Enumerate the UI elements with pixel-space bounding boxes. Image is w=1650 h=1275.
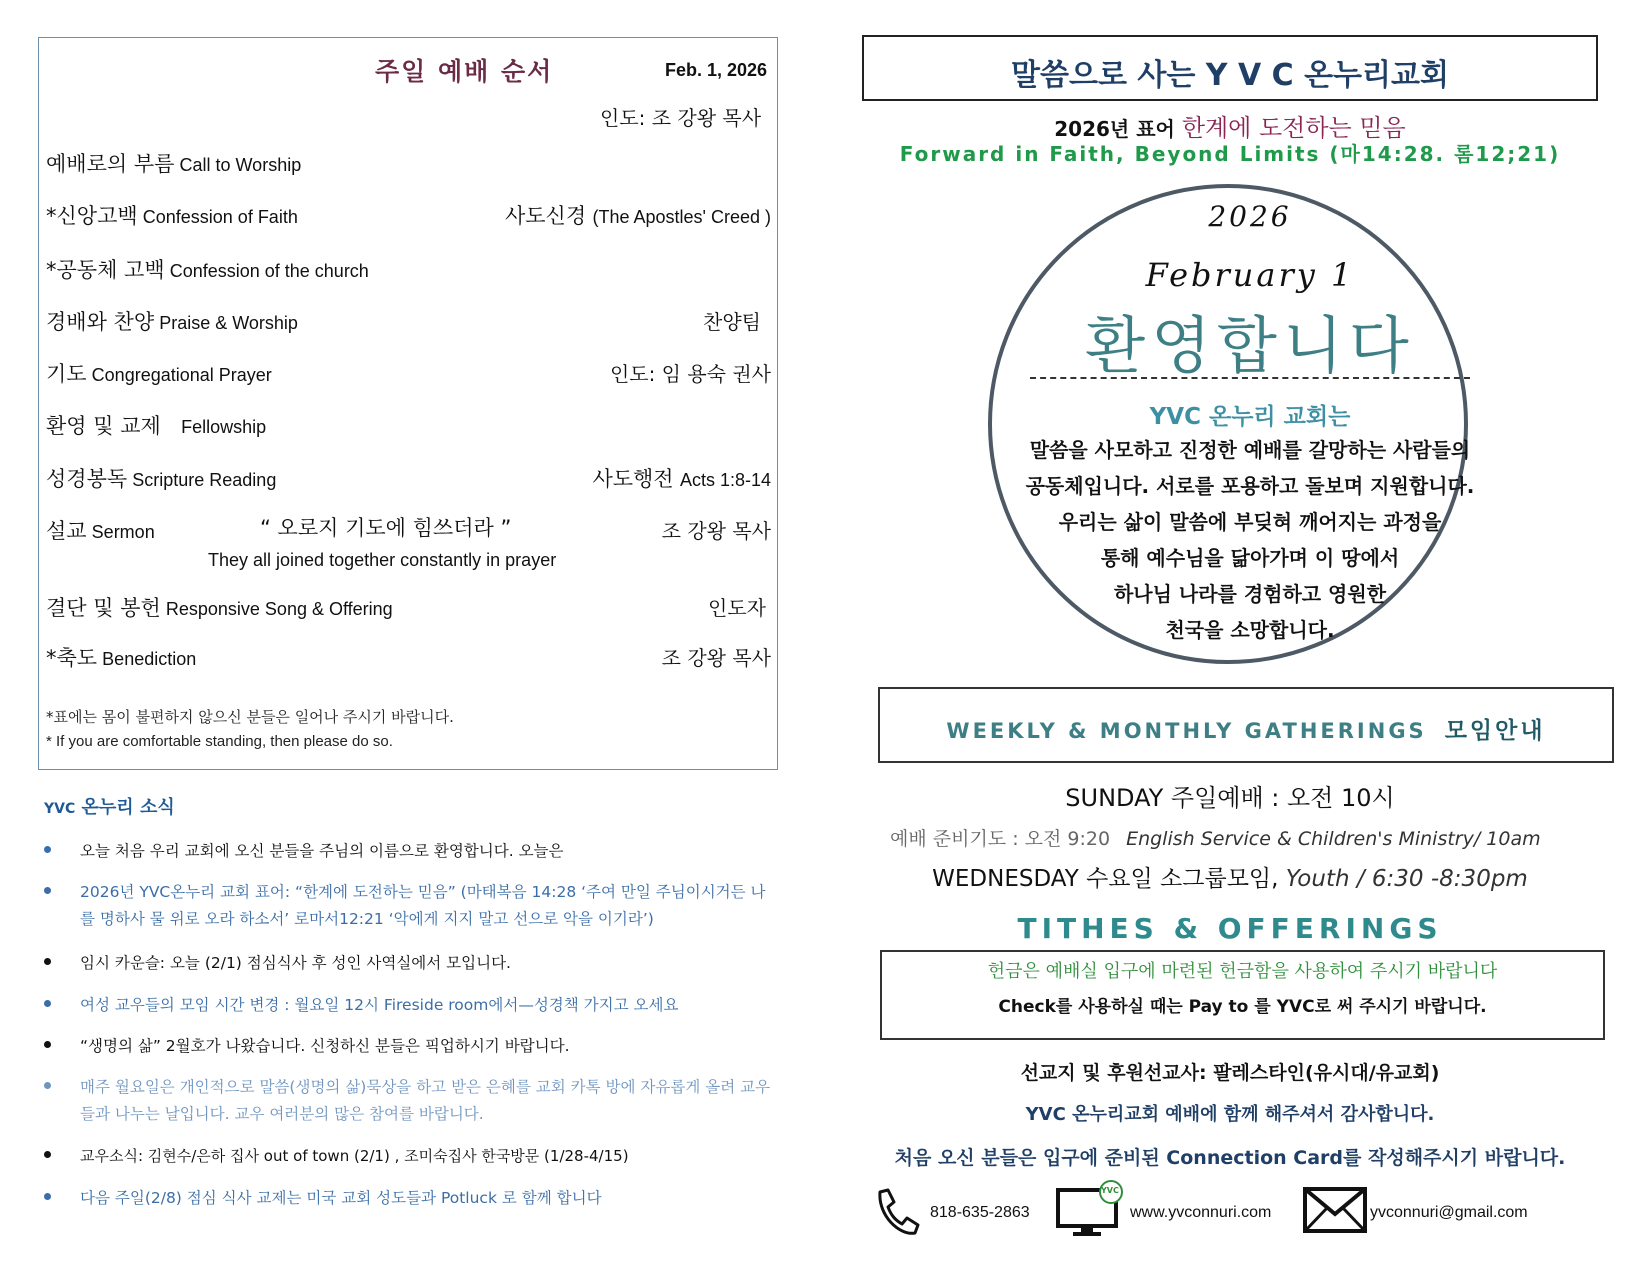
order-date: Feb. 1, 2026	[665, 60, 768, 80]
news-item: “생명의 삶” 2월호가 나왔습니다. 신청하신 분들은 픽업하시기 바랍니다.	[80, 1033, 780, 1060]
order-row-sermon: 설교 Sermon 조 강왕 목사	[46, 519, 771, 543]
sunday-service: SUNDAY 주일예배 : 오전 10시	[1065, 784, 1395, 812]
envelope-icon	[1302, 1186, 1368, 1234]
church-title: 말씀으로 사는 Y V C 온누리교회	[1011, 58, 1449, 93]
thanks-message: YVC 온누리교회 예배에 함께 해주셔서 감사합니다.	[1025, 1104, 1435, 1125]
order-row-scripture: 성경봉독 Scripture Reading 사도행전 Acts 1:8-14	[46, 467, 771, 491]
order-row-fellowship: 환영 및 교제 Fellowship	[46, 414, 267, 438]
dashed-divider	[1030, 377, 1470, 379]
email-link[interactable]: yvconnuri@gmail.com	[1370, 1204, 1528, 1221]
news-item: 다음 주일(2/8) 점심 식사 교제는 미국 교회 성도들과 Potluck 로 함께 합니다	[80, 1185, 780, 1212]
standing-note-ko: *표에는 몸이 불편하지 않으신 분들은 일어나 주시기 바랍니다.	[46, 708, 454, 726]
mission-partners: 선교지 및 후원선교사: 팔레스타인(유시대/유교회)	[1020, 1062, 1440, 1084]
order-row-offering: 결단 및 봉헌 Responsive Song & Offering 인도자	[46, 596, 766, 620]
news-item: 여성 교우들의 모임 시간 변경 : 월요일 12시 Fireside room에서—성경책 가지고 오세요	[80, 992, 780, 1019]
news-item: 임시 카운슬: 오늘 (2/1) 점심식사 후 성인 사역실에서 모입니다.	[80, 950, 780, 977]
sermon-title: “ 오로지 기도에 힘쓰더라 ”	[260, 516, 512, 540]
order-row-prayer: 기도 Congregational Prayer 인도: 임 용숙 권사	[46, 362, 771, 386]
church-intro: YVC 온누리 교회는	[1149, 404, 1351, 430]
order-row-confession-faith: *신앙고백 Confession of Faith 사도신경 (The Apostles' Creed )	[46, 204, 771, 228]
phone-icon	[870, 1186, 922, 1238]
tithes-title: TITHES & OFFERINGS	[1017, 912, 1443, 945]
website-link[interactable]: www.yvconnuri.com	[1130, 1204, 1272, 1221]
news-item: 교우소식: 김현수/은하 집사 out of town (2/1) , 조미숙집사 한국방문 (1/28-4/15)	[80, 1143, 780, 1170]
theme-english: Forward in Faith, Beyond Limits (마14:28. 롬12;21)	[899, 142, 1561, 166]
standing-note-en: * If you are comfortable standing, then please do so.	[46, 733, 393, 750]
circle-month: February 1	[1145, 256, 1355, 294]
phone-number[interactable]: 818-635-2863	[930, 1204, 1030, 1221]
wednesday-gathering: WEDNESDAY 수요일 소그룹모임, Youth / 6:30 -8:30pm	[932, 866, 1528, 892]
order-title: 주일 예배 순서	[375, 57, 554, 86]
theme-line: 2026년 표어 한계에 도전하는 믿음	[1054, 114, 1406, 142]
gatherings-title: WEEKLY & MONTHLY GATHERINGS 모임안내	[946, 718, 1546, 744]
news-item: 2026년 YVC온누리 교회 표어: “한계에 도전하는 믿음” (마태복음 14:28 ‘주여 만일 주님이시거든 나를 명하사 물 위로 오라 하소서’ 로마서12:21 ‘악에게 지지 말고 선으로 악을 이기라’)	[80, 879, 780, 933]
order-row-confession-church: *공동체 고백 Confession of the church	[46, 258, 369, 282]
circle-year: 2026	[1208, 200, 1292, 233]
welcome-text: 환영합니다	[1085, 309, 1415, 382]
news-item: 매주 월요일은 개인적으로 말씀(생명의 삶)묵상을 하고 받은 은혜를 교회 카톡 방에 자유롭게 올려 교우들과 나누는 날입니다. 교우 여러분의 많은 참여를 바랍니다.	[80, 1074, 780, 1128]
mission-statement: 말씀을 사모하고 진정한 예배를 갈망하는 사람들의 공동체입니다. 서로를 포용하고 돌보며 지원합니다. 우리는 삶이 말씀에 부딪혀 깨어지는 과정을 통해 예수님을 닮아가며 이 땅에서 하나님 나라를 경험하고 영원한 천국을 소망합니다.	[1025, 438, 1475, 642]
order-row-call: 예배로의 부름 Call to Worship	[46, 152, 302, 176]
sermon-subtitle: They all joined together constantly in prayer	[208, 550, 557, 570]
news-item: 오늘 처음 우리 교회에 오신 분들을 주님의 이름으로 환영합니다. 오늘은	[80, 838, 780, 865]
yvc-logo-text: YVC	[1101, 1186, 1119, 1195]
news-title: YVC 온누리 소식	[44, 797, 175, 818]
order-row-benediction: *축도 Benediction 조 강왕 목사	[46, 646, 771, 670]
order-leader: 인도: 조 강왕 목사	[600, 106, 762, 130]
tithes-line-2: Check를 사용하실 때는 Pay to 를 YVC로 써 주시기 바랍니다.	[998, 997, 1487, 1017]
first-visit-message: 처음 오신 분들은 입구에 준비된 Connection Card를 작성해주시기 바랍니다.	[894, 1147, 1566, 1169]
prep-prayer: 예배 준비기도 : 오전 9:20 English Service & Children's Ministry/ 10am	[890, 828, 1541, 850]
tithes-line-1: 헌금은 예배실 입구에 마련된 헌금함을 사용하여 주시기 바랍니다	[987, 961, 1498, 982]
order-row-praise: 경배와 찬양 Praise & Worship 찬양팀	[46, 310, 761, 334]
